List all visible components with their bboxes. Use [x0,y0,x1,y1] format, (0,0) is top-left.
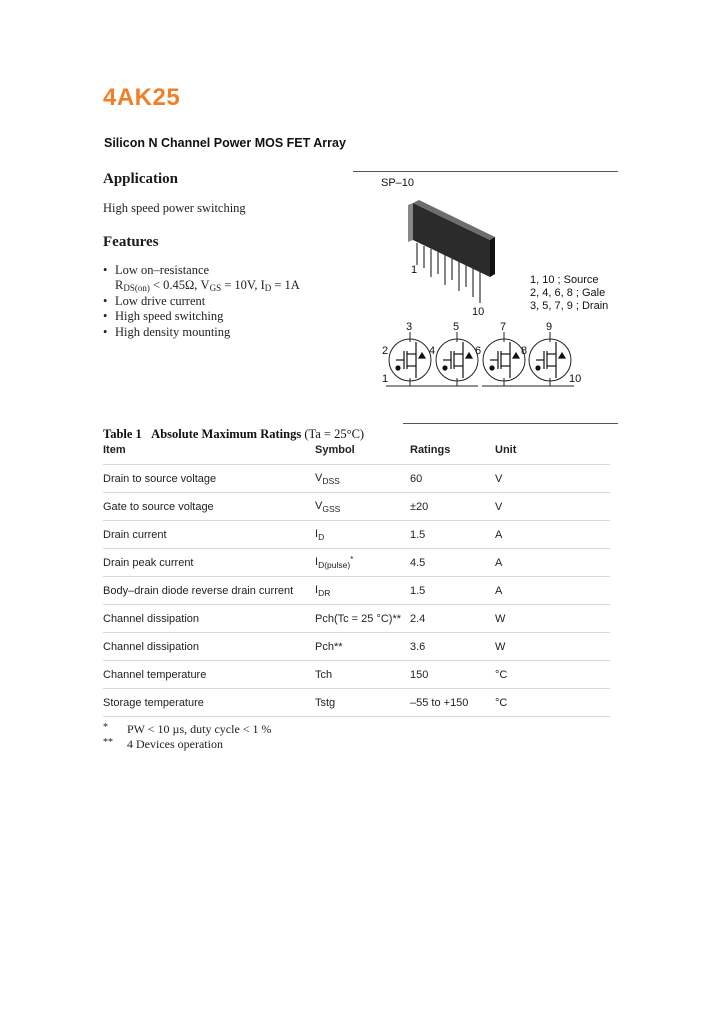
cell-symbol: $I_D$ [315,521,410,549]
circuit-gate-label: 6 [475,345,482,357]
cell-unit: A [495,521,610,549]
table-header-row [103,436,610,465]
application-heading: Application [103,171,179,187]
cell-symbol: $V_{DSS}$ [315,465,410,493]
pin-legend [530,274,608,313]
feature-item: • Low on–resistance [103,263,300,278]
cell-item: Channel dissipation [103,605,315,633]
col-header-unit: Unit [495,444,517,456]
col-header-symbol: Symbol [315,444,355,456]
package-name: SP–10 [381,177,415,189]
cell-unit: V [495,465,610,493]
features-list [103,263,300,340]
ratings-table [103,436,610,717]
package-top-rule [353,171,618,172]
cell-rating: 1.5 [410,577,495,605]
cell-unit: A [495,549,610,577]
pin-label-first: 1 [411,264,418,276]
cell-item: Body–drain diode reverse drain current [103,577,315,605]
col-header-item: Item [103,444,126,456]
cell-rating: 60 [410,465,495,493]
table-row [103,549,610,577]
cell-unit: V [495,493,610,521]
cell-rating: ±20 [410,493,495,521]
pin-legend-drain: 3, 5, 7, 9 ; Drain [530,300,609,312]
table-row [103,661,610,689]
feature-item: • High density mounting [103,325,300,340]
table-row [103,577,610,605]
circuit-source-label: 10 [569,373,582,385]
cell-item: Channel temperature [103,661,315,689]
circuit-drain-label: 3 [406,321,413,333]
cell-unit: A [495,577,610,605]
cell-item: Channel dissipation [103,633,315,661]
cell-symbol: Pch** [315,633,410,661]
table-row [103,521,610,549]
cell-item: Gate to source voltage [103,493,315,521]
page-subtitle: Silicon N Channel Power MOS FET Array [104,136,346,150]
col-header-ratings: Ratings [410,444,451,456]
pin-label-last: 10 [472,306,485,318]
circuit-source-label: 1 [382,373,389,385]
cell-item: Drain peak current [103,549,315,577]
table-row [103,605,610,633]
cell-item: Storage temperature [103,689,315,717]
table-row [103,465,610,493]
feature-item: • Low drive current [103,294,300,309]
table-caption: Table 1 Absolute Maximum Ratings (Ta = 25°C) [103,427,365,441]
circuit-gate-label: 2 [382,345,389,357]
cell-unit: W [495,605,610,633]
cell-rating: 1.5 [410,521,495,549]
cell-unit: °C [495,689,610,717]
cell-unit: W [495,633,610,661]
cell-symbol: Tch [315,661,410,689]
table-top-rule [403,423,618,424]
cell-rating: 2.4 [410,605,495,633]
cell-symbol: Pch(Tc = 25 °C)** [315,605,410,633]
table-row [103,493,610,521]
cell-symbol: $V_{GSS}$ [315,493,410,521]
cell-symbol: $I_{DR}$ [315,577,410,605]
cell-rating: 150 [410,661,495,689]
cell-rating: 3.6 [410,633,495,661]
circuit-drain-label: 9 [546,321,553,333]
circuit-gate-label: 4 [429,345,436,357]
circuit-gate-label: 8 [521,345,528,357]
feature-rds-spec: $R_{DS(on)} < 0.45\Omega$, $V_{GS} = 10V$, $I_D = 1A$ [115,278,300,294]
pin-legend-gate: 2, 4, 6, 8 ; Gale [530,287,606,299]
circuit-drain-label: 7 [500,321,507,333]
cell-rating: 4.5 [410,549,495,577]
cell-symbol: $I_{D(pulse)}^*$ [315,549,410,577]
cell-item: Drain to source voltage [103,465,315,493]
table-row [103,689,610,717]
cell-item: Drain current [103,521,315,549]
package-drawing [395,195,505,320]
table-row [103,633,610,661]
page-title: 4AK25 [103,84,181,111]
circuit-drain-label: 5 [453,321,460,333]
feature-item: • High speed switching [103,309,300,324]
application-text: High speed power switching [103,201,246,215]
pin-legend-source: 1, 10 ; Source [530,274,599,286]
cell-symbol: Tstg [315,689,410,717]
features-heading: Features [103,234,159,250]
cell-rating: –55 to +150 [410,689,495,717]
cell-unit: °C [495,661,610,689]
